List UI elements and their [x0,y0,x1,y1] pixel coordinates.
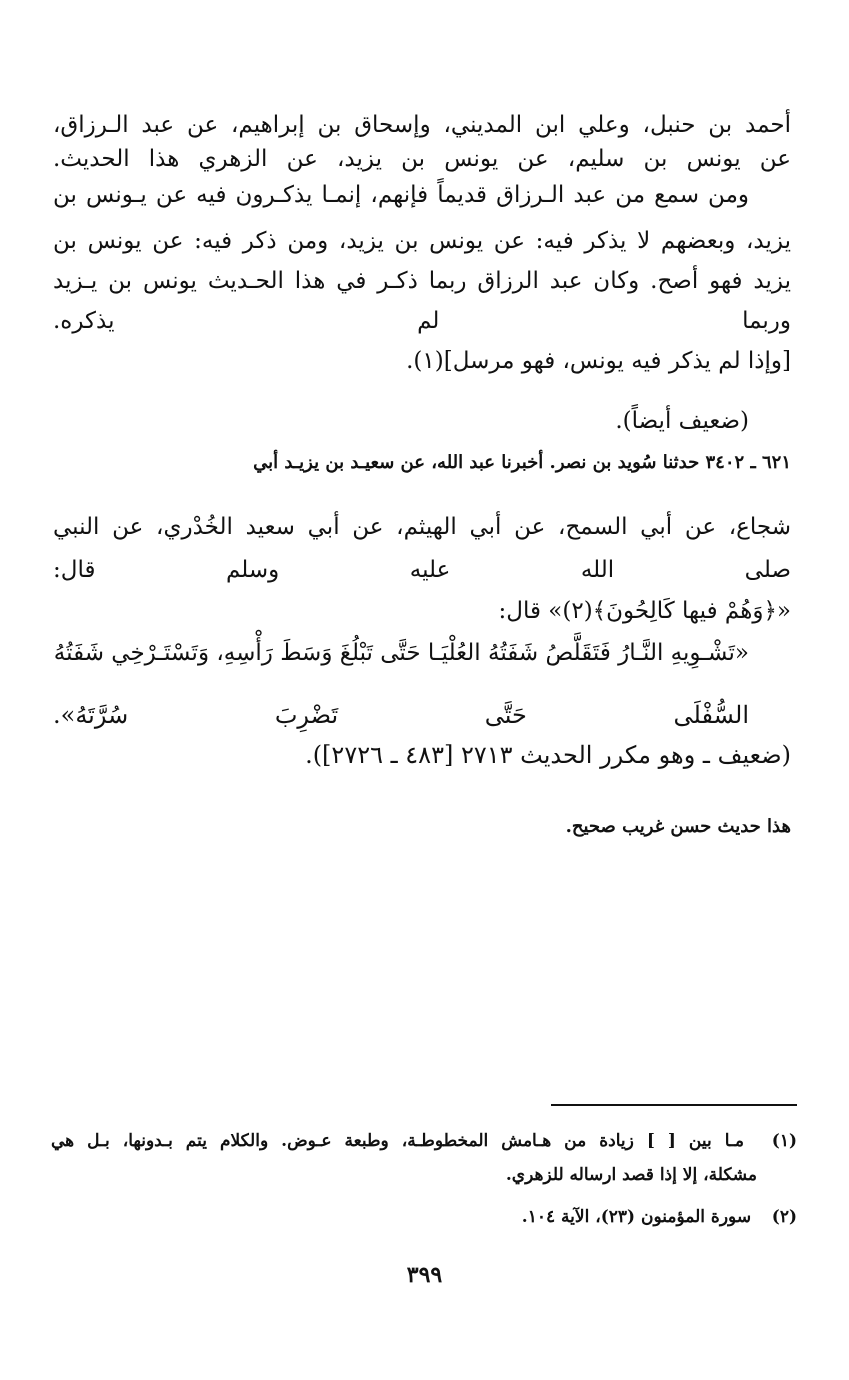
text-line-7: [وإذا لم يذكر فيه يونس، فهو مرسل](١). [406,348,791,374]
footnote-2-text: سورة المؤمنون (٢٣)، الآية ١٠٤. [521,1207,752,1227]
page-number: ٣٩٩ [406,1262,443,1288]
bracketed-addition: (ضعيف أيضاً). [615,408,749,434]
footnote-separator [551,1104,797,1106]
quran-quote-line: «تَشْـوِيهِ النَّـارُ فَتَقَلَّصُ شَفَتُهُ العُلْيَـا حَتَّى تَبْلُغَ وَسَطَ رَأْسِهِ، وَتَسْتَـرْخِي شَفَتُهُ [53,640,749,666]
text-line-3: ومن سمع من عبد الـرزاق قديماً فإنهم، إنمـا يذكـرون فيه عن يـونس بن [53,182,749,208]
hadith-text-line-2: (ضعيف ـ وهو مكرر الحديث ٢٧١٣ [٤٨٣ ـ ٢٧٢٦]). [305,741,791,769]
text-line-6: وربما لم يذكره. [53,308,791,334]
footnote-2-number: (٢) [771,1207,797,1227]
footnote-1-text-line-2: مشكلة، إلا إذا قصد ارساله للزهري. [505,1165,757,1185]
text-line-4: يزيد، وبعضهم لا يذكر فيه: عن يونس بن يزيد، ومن ذكر فيه: عن يونس بن [53,228,791,254]
grading-note-2: هذا حديث حسن غريب صحيح. [565,816,791,837]
tirmidhi-verdict [53,856,749,886]
footnote-1-text-line-1: مـا بين [ ] زيادة من هـامش المخطوطـة، وطبعة عـوض. والكلام يتم بـدونها، بـل هي [51,1131,744,1151]
hadith-line-2: صلى الله عليه وسلم قال: [53,557,791,583]
hadith-text-line-1: السُّفْلَى حَتَّى تَضْرِبَ سُرَّتَهُ». [53,701,749,729]
footnote-1-number: (١) [771,1131,797,1151]
text-line-2: عن يونس بن سليم، عن يونس بن يزيد، عن الزهري هذا الحديث. [53,146,791,172]
hadith-line-3: «﴿وَهُمْ فيها كَالِحُونَ﴾(٢)» قال: [498,598,791,624]
grading-note-1: ٦٢١ ـ ٣٤٠٢ حدثنا سُويد بن نصر. أخبرنا عبد الله، عن سعيـد بن يزيـد أبي [253,452,791,473]
footnote-2 [51,1204,797,1230]
text-line-5: يزيد فهو أصح. وكان عبد الرزاق ربما ذكـر في هذا الحـديث يونس بن يـزيد [53,268,791,294]
hadith-header-line: شجاع، عن أبي السمح، عن أبي الهيثم، عن أبي سعيد الخُدْري، عن النبي [53,514,791,540]
footnote-1 [51,1128,797,1154]
text-line-1: أحمد بن حنبل، وعلي ابن المديني، وإسحاق بن إبراهيم، عن عبد الـرزاق، [53,112,791,138]
